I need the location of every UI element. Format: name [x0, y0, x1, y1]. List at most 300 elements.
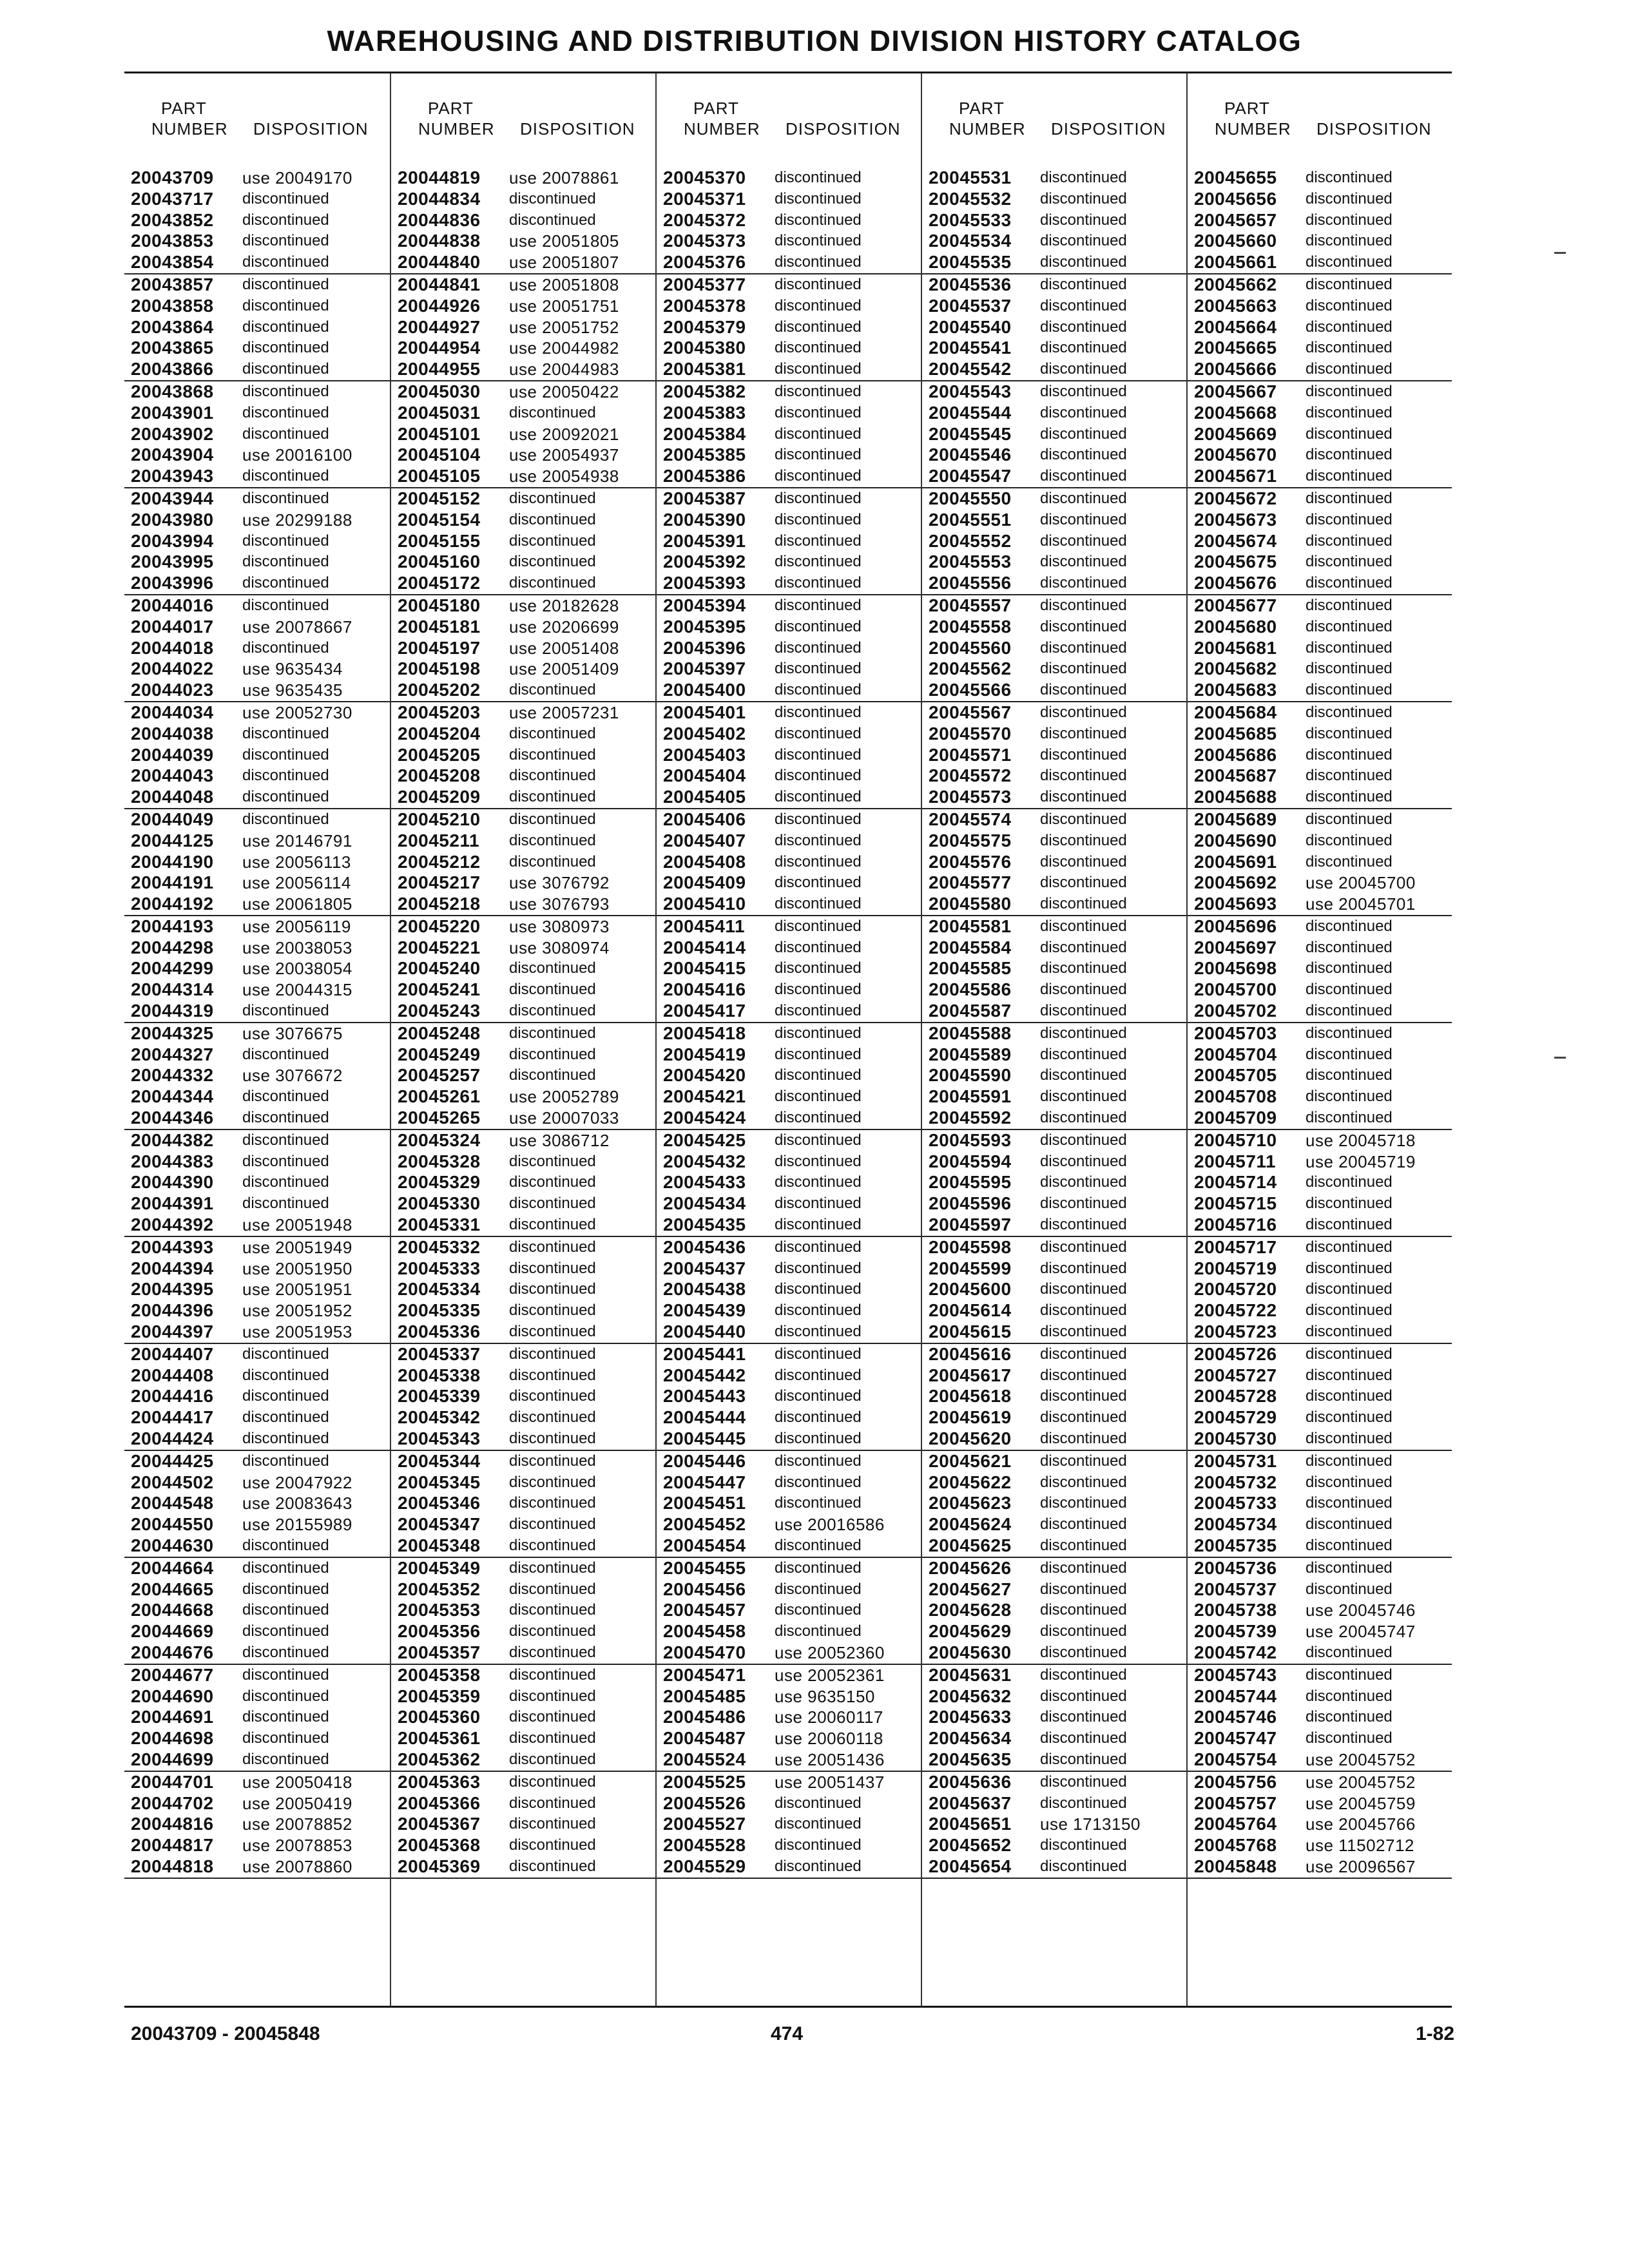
table-row — [657, 1707, 921, 1728]
disposition: discontinued — [242, 1152, 329, 1170]
disposition: use 20051951 — [242, 1280, 352, 1300]
table-row — [391, 1193, 655, 1215]
disposition: discontinued — [242, 1430, 329, 1448]
part-number: 20045432 — [663, 1151, 746, 1171]
table-row — [657, 617, 921, 638]
table-row — [922, 1215, 1186, 1236]
part-number: 20044043 — [131, 765, 214, 786]
table-row — [922, 724, 1186, 745]
disposition: discontinued — [775, 489, 862, 507]
disposition: discontinued — [775, 446, 862, 464]
disposition: discontinued — [775, 1238, 862, 1256]
disposition: discontinued — [1040, 788, 1127, 806]
disposition: discontinued — [775, 981, 862, 999]
part-number: 20043901 — [131, 402, 214, 423]
disposition: discontinued — [1306, 852, 1393, 870]
table-row — [391, 658, 655, 680]
part-number: 20045756 — [1194, 1771, 1277, 1792]
part-number: 20045241 — [398, 979, 481, 1000]
table-row — [657, 1728, 921, 1749]
table-row — [1188, 872, 1452, 894]
part-number: 20045391 — [663, 530, 746, 551]
part-number: 20045682 — [1194, 658, 1277, 679]
row-group — [1188, 1130, 1452, 1237]
part-number: 20044049 — [131, 809, 214, 829]
part-number: 20045439 — [663, 1300, 746, 1321]
disposition: discontinued — [1040, 382, 1127, 400]
part-number: 20045535 — [929, 252, 1012, 273]
row-group — [657, 1558, 921, 1665]
part-number: 20044841 — [398, 274, 481, 294]
part-number: 20045212 — [398, 851, 481, 872]
part-number: 20045405 — [663, 787, 746, 807]
disposition: discontinued — [775, 1024, 862, 1042]
disposition: discontinued — [1040, 1024, 1127, 1042]
disposition: use 3076792 — [509, 873, 610, 893]
disposition: use 20051808 — [509, 274, 619, 294]
table-row — [124, 831, 390, 852]
disposition: discontinued — [775, 681, 862, 699]
part-number: 20045637 — [929, 1792, 1012, 1813]
table-row — [657, 852, 921, 873]
disposition: discontinued — [242, 425, 329, 443]
table-row — [657, 1451, 921, 1472]
part-number: 20045417 — [663, 1001, 746, 1021]
disposition: discontinued — [1040, 510, 1127, 528]
part-number: 20044048 — [131, 787, 214, 807]
disposition: discontinued — [1040, 425, 1127, 443]
disposition: discontinued — [509, 1408, 596, 1427]
table-row — [1188, 1493, 1452, 1514]
part-number: 20045619 — [929, 1407, 1012, 1428]
part-number: 20045737 — [1194, 1579, 1277, 1599]
disposition: discontinued — [242, 467, 329, 485]
disposition: discontinued — [775, 296, 862, 314]
part-number: 20044502 — [131, 1472, 214, 1492]
part-number: 20045386 — [663, 466, 746, 486]
part-number: 20045543 — [929, 381, 1012, 401]
part-number: 20045692 — [1194, 872, 1277, 893]
part-number: 20045420 — [663, 1065, 746, 1086]
disposition: discontinued — [1306, 253, 1393, 271]
row-group — [657, 1237, 921, 1344]
row-group — [922, 1237, 1186, 1344]
table-row — [124, 617, 390, 638]
part-number: 20045631 — [929, 1664, 1012, 1685]
table-row — [124, 552, 390, 573]
table-row — [922, 359, 1186, 380]
table-row — [657, 1514, 921, 1535]
table-row — [1188, 424, 1452, 445]
table-row — [1188, 1428, 1452, 1450]
table-row — [657, 702, 921, 724]
part-number: 20045573 — [929, 787, 1012, 807]
row-group — [657, 916, 921, 1023]
table-row — [124, 466, 390, 487]
part-number: 20045634 — [929, 1728, 1012, 1749]
part-number: 20045249 — [398, 1044, 481, 1064]
row-group — [657, 702, 921, 809]
disposition: use 20050418 — [242, 1772, 352, 1792]
disposition: discontinued — [1306, 553, 1393, 571]
row-group — [922, 1130, 1186, 1237]
disposition: use 20051409 — [509, 659, 619, 679]
part-number: 20045397 — [663, 658, 746, 679]
part-number: 20045425 — [663, 1129, 746, 1150]
disposition: discontinued — [1040, 1066, 1127, 1084]
disposition: discontinued — [775, 767, 862, 785]
part-number: 20045378 — [663, 295, 746, 316]
table-row — [657, 595, 921, 617]
table-row — [1188, 1728, 1452, 1749]
disposition: discontinued — [775, 1109, 862, 1127]
disposition: discontinued — [242, 639, 329, 657]
part-number: 20044424 — [131, 1428, 214, 1449]
column-rows — [922, 168, 1186, 1879]
margin-mark — [1554, 1057, 1566, 1059]
part-number: 20045438 — [663, 1279, 746, 1300]
table-row — [922, 1300, 1186, 1321]
table-row — [922, 552, 1186, 573]
part-number: 20045581 — [929, 916, 1012, 936]
part-number: 20045688 — [1194, 787, 1277, 807]
disposition: discontinued — [1306, 189, 1393, 207]
table-row — [657, 531, 921, 552]
part-number: 20045362 — [398, 1749, 481, 1769]
part-number: 20045336 — [398, 1321, 481, 1342]
disposition: discontinued — [775, 425, 862, 443]
table-row — [922, 680, 1186, 701]
part-number: 20045541 — [929, 338, 1012, 358]
disposition: use 20052360 — [775, 1642, 885, 1662]
part-number: 20045546 — [929, 445, 1012, 465]
header-part: PART — [428, 99, 474, 118]
table-row — [922, 424, 1186, 445]
disposition: discontinued — [1306, 703, 1393, 721]
disposition: discontinued — [509, 1815, 596, 1833]
disposition: discontinued — [1040, 1494, 1127, 1512]
disposition: discontinued — [1306, 1687, 1393, 1705]
disposition: discontinued — [242, 1601, 329, 1619]
row-group — [922, 1451, 1186, 1558]
column-rows — [391, 168, 655, 1879]
disposition: discontinued — [1040, 1473, 1127, 1491]
table-row — [657, 1215, 921, 1236]
table-row — [1188, 189, 1452, 210]
disposition: discontinued — [775, 1002, 862, 1020]
part-number: 20045452 — [663, 1514, 746, 1535]
disposition: discontinued — [1306, 1195, 1393, 1213]
disposition: discontinued — [242, 1729, 329, 1747]
header-part: PART — [959, 99, 1005, 118]
part-number: 20045576 — [929, 851, 1012, 872]
part-number: 20045677 — [1194, 595, 1277, 615]
header-part: PART — [1224, 99, 1270, 118]
table-row — [1188, 1086, 1452, 1108]
part-number: 20044668 — [131, 1600, 214, 1620]
part-number: 20045415 — [663, 958, 746, 979]
catalog-column-5 — [1186, 73, 1452, 2006]
table-row — [391, 252, 655, 273]
table-row — [922, 1835, 1186, 1856]
disposition: use 20007033 — [509, 1108, 619, 1128]
part-number: 20044034 — [131, 702, 214, 722]
disposition: discontinued — [1040, 1580, 1127, 1598]
table-row — [391, 1237, 655, 1258]
table-row — [657, 1621, 921, 1642]
table-row — [657, 1472, 921, 1494]
table-row — [124, 168, 390, 189]
table-row — [922, 1856, 1186, 1878]
part-number: 20045441 — [663, 1343, 746, 1364]
table-row — [124, 1258, 390, 1280]
disposition: discontinued — [1306, 275, 1393, 293]
part-number: 20045708 — [1194, 1086, 1277, 1107]
part-number: 20045722 — [1194, 1300, 1277, 1321]
part-number: 20045757 — [1194, 1792, 1277, 1813]
table-row — [391, 1258, 655, 1280]
part-number: 20045347 — [398, 1514, 481, 1535]
disposition: discontinued — [509, 1002, 596, 1020]
disposition: discontinued — [1306, 296, 1393, 314]
table-row — [1188, 658, 1452, 680]
disposition: discontinued — [1306, 1345, 1393, 1363]
table-row — [1188, 1600, 1452, 1621]
table-row — [391, 552, 655, 573]
part-number: 20045590 — [929, 1065, 1012, 1086]
part-number: 20045527 — [663, 1814, 746, 1834]
table-row — [391, 937, 655, 959]
row-group — [1188, 702, 1452, 809]
part-number: 20045592 — [929, 1108, 1012, 1128]
disposition: discontinued — [1040, 1345, 1127, 1363]
part-number: 20045719 — [1194, 1258, 1277, 1278]
part-number: 20045652 — [929, 1835, 1012, 1856]
part-number: 20045160 — [398, 552, 481, 572]
part-number: 20045676 — [1194, 573, 1277, 593]
table-row — [124, 872, 390, 894]
part-number: 20045664 — [1194, 316, 1277, 337]
disposition: discontinued — [775, 1559, 862, 1577]
part-number: 20044816 — [131, 1814, 214, 1834]
part-number: 20044702 — [131, 1792, 214, 1813]
table-row — [922, 1600, 1186, 1621]
table-row — [124, 1151, 390, 1173]
part-number: 20045379 — [663, 316, 746, 337]
row-group — [922, 1772, 1186, 1879]
disposition: discontinued — [242, 232, 329, 250]
table-row — [391, 1558, 655, 1579]
table-row — [391, 1215, 655, 1236]
disposition: discontinued — [1040, 339, 1127, 357]
table-row — [391, 445, 655, 466]
table-row — [657, 745, 921, 766]
table-row — [657, 338, 921, 359]
part-number: 20044838 — [398, 231, 481, 251]
disposition: use 20050419 — [242, 1793, 352, 1813]
table-row — [1188, 1514, 1452, 1535]
part-number: 20045705 — [1194, 1065, 1277, 1086]
table-row — [1188, 510, 1452, 531]
disposition: use 20045759 — [1306, 1793, 1416, 1813]
disposition: discontinued — [1040, 1537, 1127, 1554]
table-row — [922, 1535, 1186, 1557]
part-number: 20045696 — [1194, 916, 1277, 936]
disposition: discontinued — [509, 1622, 596, 1640]
disposition: discontinued — [775, 895, 862, 913]
disposition: discontinued — [1306, 1216, 1393, 1234]
disposition: use 20051436 — [775, 1749, 885, 1769]
disposition: discontinued — [509, 681, 596, 699]
table-row — [391, 231, 655, 252]
disposition: discontinued — [1306, 810, 1393, 828]
part-number: 20045654 — [929, 1856, 1012, 1876]
table-row — [922, 488, 1186, 510]
part-number: 20045359 — [398, 1686, 481, 1706]
disposition: discontinued — [1040, 1387, 1127, 1405]
disposition: discontinued — [1306, 1494, 1393, 1512]
table-row — [391, 1772, 655, 1793]
disposition: discontinued — [775, 938, 862, 956]
row-group — [1188, 1665, 1452, 1772]
part-number: 20045632 — [929, 1686, 1012, 1706]
table-row — [1188, 958, 1452, 979]
part-number: 20045402 — [663, 723, 746, 744]
part-number: 20045372 — [663, 209, 746, 230]
table-row — [1188, 724, 1452, 745]
table-row — [391, 831, 655, 852]
table-row — [922, 1386, 1186, 1407]
table-row — [1188, 1151, 1452, 1173]
table-row — [1188, 338, 1452, 359]
part-number: 20045436 — [663, 1236, 746, 1257]
disposition: discontinued — [1040, 1195, 1127, 1213]
disposition: discontinued — [775, 1794, 862, 1812]
row-group — [124, 916, 390, 1023]
part-number: 20045551 — [929, 509, 1012, 530]
disposition: discontinued — [509, 1259, 596, 1277]
column-header — [124, 99, 390, 157]
disposition: discontinued — [509, 1302, 596, 1320]
disposition: discontinued — [242, 1366, 329, 1384]
disposition: discontinued — [242, 1687, 329, 1705]
disposition: discontinued — [1306, 1387, 1393, 1405]
table-row — [922, 1344, 1186, 1365]
row-group — [391, 595, 655, 702]
part-number: 20045656 — [1194, 188, 1277, 209]
disposition: discontinued — [775, 1836, 862, 1854]
part-number: 20045198 — [398, 658, 481, 679]
disposition: discontinued — [775, 1173, 862, 1191]
disposition: discontinued — [1040, 1687, 1127, 1705]
part-number: 20045407 — [663, 830, 746, 850]
part-number: 20045360 — [398, 1707, 481, 1727]
disposition: discontinued — [1040, 895, 1127, 913]
table-row — [124, 381, 390, 403]
part-number: 20045588 — [929, 1023, 1012, 1043]
disposition: discontinued — [775, 403, 862, 421]
table-row — [657, 1386, 921, 1407]
disposition: discontinued — [1040, 1643, 1127, 1661]
disposition: discontinued — [509, 489, 596, 507]
part-number: 20045572 — [929, 765, 1012, 786]
table-row — [391, 1344, 655, 1365]
table-row — [391, 168, 655, 189]
row-group — [657, 1130, 921, 1237]
row-group — [922, 1558, 1186, 1665]
table-row — [657, 1321, 921, 1343]
part-number: 20045681 — [1194, 637, 1277, 658]
row-group — [1188, 1451, 1452, 1558]
part-number: 20044390 — [131, 1172, 214, 1193]
table-row — [657, 1023, 921, 1044]
part-number: 20045331 — [398, 1215, 481, 1235]
disposition: discontinued — [1306, 1473, 1393, 1491]
disposition: discontinued — [1306, 574, 1393, 592]
disposition: discontinued — [242, 596, 329, 614]
row-group — [1188, 1237, 1452, 1344]
disposition: discontinued — [775, 553, 862, 571]
disposition: discontinued — [509, 959, 596, 977]
part-number: 20045361 — [398, 1728, 481, 1749]
table-row — [391, 1535, 655, 1557]
table-row — [922, 1558, 1186, 1579]
part-number: 20045209 — [398, 787, 481, 807]
table-row — [124, 1108, 390, 1129]
part-number: 20045567 — [929, 702, 1012, 722]
disposition: use 20044983 — [509, 360, 619, 380]
table-row — [1188, 466, 1452, 487]
part-number: 20044550 — [131, 1514, 214, 1535]
table-row — [922, 445, 1186, 466]
disposition: use 3076793 — [509, 894, 610, 914]
part-number: 20045342 — [398, 1407, 481, 1428]
part-number: 20045667 — [1194, 381, 1277, 401]
table-row — [657, 1001, 921, 1022]
part-number: 20044396 — [131, 1300, 214, 1321]
part-number: 20045550 — [929, 488, 1012, 508]
table-row — [124, 403, 390, 424]
part-number: 20045444 — [663, 1407, 746, 1428]
disposition: discontinued — [1306, 360, 1393, 378]
table-row — [922, 658, 1186, 680]
part-number: 20045747 — [1194, 1728, 1277, 1749]
part-number: 20043858 — [131, 295, 214, 316]
table-row — [124, 1514, 390, 1535]
table-row — [1188, 979, 1452, 1001]
part-number: 20044927 — [398, 316, 481, 337]
disposition: discontinued — [509, 1729, 596, 1747]
part-number: 20044325 — [131, 1023, 214, 1043]
table-row — [922, 210, 1186, 231]
disposition: discontinued — [509, 1773, 596, 1791]
part-number: 20045030 — [398, 381, 481, 401]
disposition: discontinued — [509, 767, 596, 785]
disposition: discontinued — [1306, 660, 1393, 678]
table-row — [657, 403, 921, 424]
disposition: discontinued — [509, 1066, 596, 1084]
table-row — [1188, 1686, 1452, 1707]
row-group — [922, 1344, 1186, 1451]
part-number: 20045673 — [1194, 509, 1277, 530]
table-row — [922, 1407, 1186, 1428]
part-number: 20044017 — [131, 616, 214, 637]
disposition: discontinued — [1306, 1430, 1393, 1448]
row-group — [391, 809, 655, 916]
catalog-column-3 — [655, 73, 921, 2006]
part-number: 20045709 — [1194, 1108, 1277, 1128]
part-number: 20045666 — [1194, 359, 1277, 380]
